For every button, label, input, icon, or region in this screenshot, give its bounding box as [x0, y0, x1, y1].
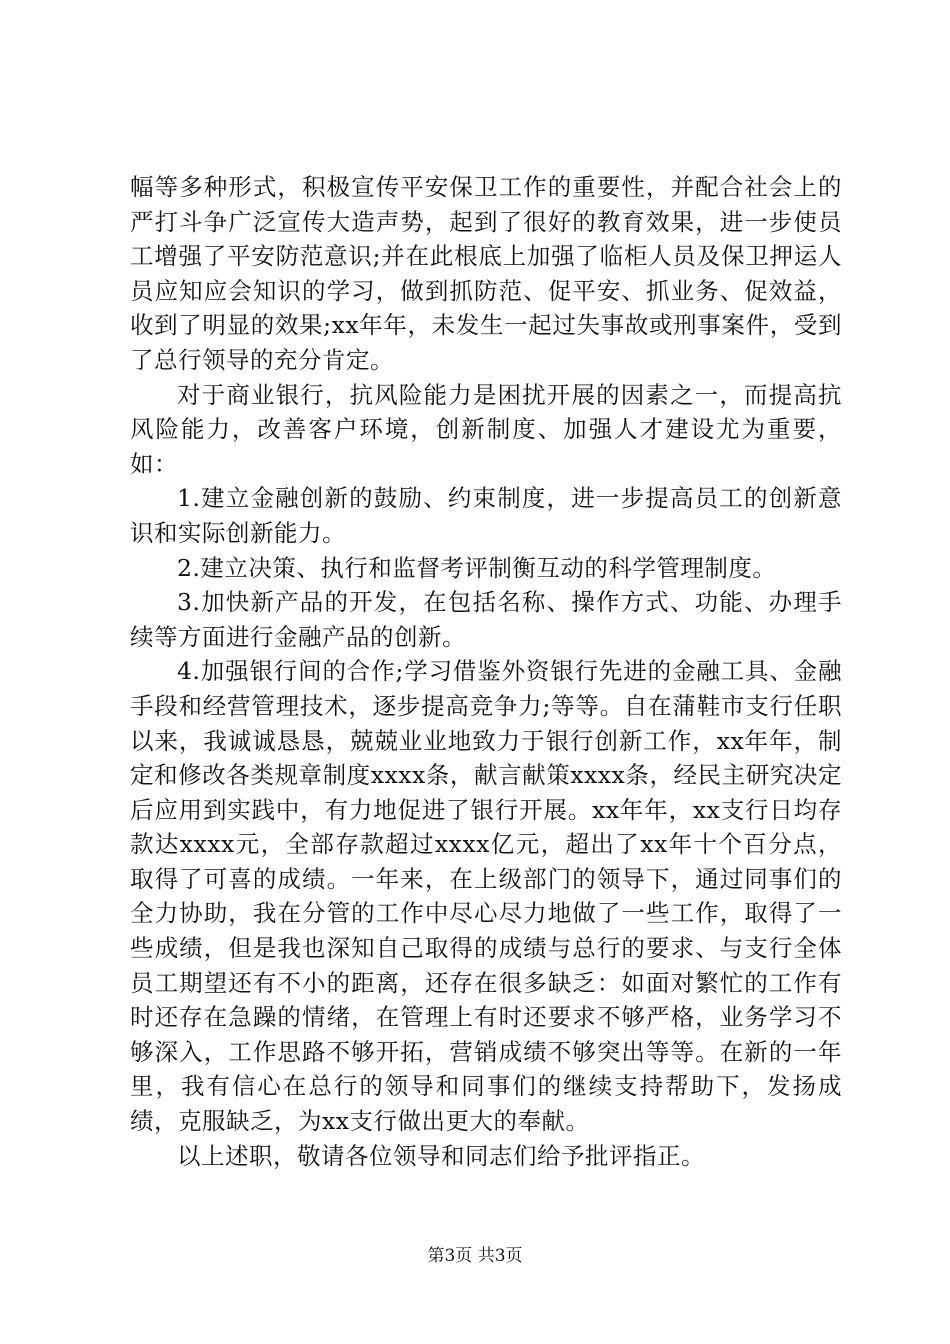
- page-number-label: 第3页 共3页: [427, 1246, 523, 1266]
- paragraph-3: 1.建立金融创新的鼓励、约束制度，进一步提高员工的创新意识和实际创新能力。: [130, 484, 842, 547]
- paragraph-6: 4.加强银行间的合作;学习借鉴外资银行先进的金融工具、金融手段和经营管理技术，逐步提高竞争力;等等。自在蒲鞋市支行任职以来，我诚诚恳恳，兢兢业业地致力于银行创新工作，xx年年，制定和修改各类规章制度xxxx条，献言献策xxxx条，经民主研究决定后应用到实践中，有力地促进了银行开展。xx年年，xx支行日均存款达xxxx元，全部存款超过xxxx亿元，超出了xx年十个百分点，取得了可喜的成绩。一年来，在上级部门的领导下，通过同事们的全力协助，我在分管的工作中尽心尽力地做了一些工作，取得了一些成绩，但是我也深知自己取得的成绩与总行的要求、与支行全体员工期望还有不小的距离，还存在很多缺乏：如面对繁忙的工作有时还存在急躁的情绪，在管理上有时还要求不够严格，业务学习不够深入，工作思路不够开拓，营销成绩不够突出等等。在新的一年里，我有信心在总行的领导和同事们的继续支持帮助下，发扬成绩，克服缺乏，为xx支行做出更大的奉献。: [130, 657, 842, 1136]
- paragraph-7: 以上述职，敬请各位领导和同志们给予批评指正。: [177, 1141, 705, 1170]
- paragraph-1: 幅等多种形式，积极宣传平安保卫工作的重要性，并配合社会上的严打斗争广泛宣传大造声势，起到了很好的教育效果，进一步使员工增强了平安防范意识;并在此根底上加强了临柜人员及保卫押运人员应知应会知识的学习，做到抓防范、促平安、抓业务、促效益，收到了明显的效果;xx年年，未发生一起过失事故或刑事案件，受到了总行领导的充分肯定。: [130, 173, 842, 374]
- page-footer: [0, 1244, 950, 1268]
- document-body: [130, 170, 842, 1173]
- paragraph-4: 2.建立决策、执行和监督考评制衡互动的科学管理制度。: [177, 553, 777, 582]
- paragraph-5: 3.加快新产品的开发，在包括名称、操作方式、功能、办理手续等方面进行金融产品的创新。: [130, 588, 842, 651]
- paragraph-2: 对于商业银行，抗风险能力是困扰开展的因素之一，而提高抗风险能力，改善客户环境，创新制度、加强人才建设尤为重要，如：: [130, 380, 842, 478]
